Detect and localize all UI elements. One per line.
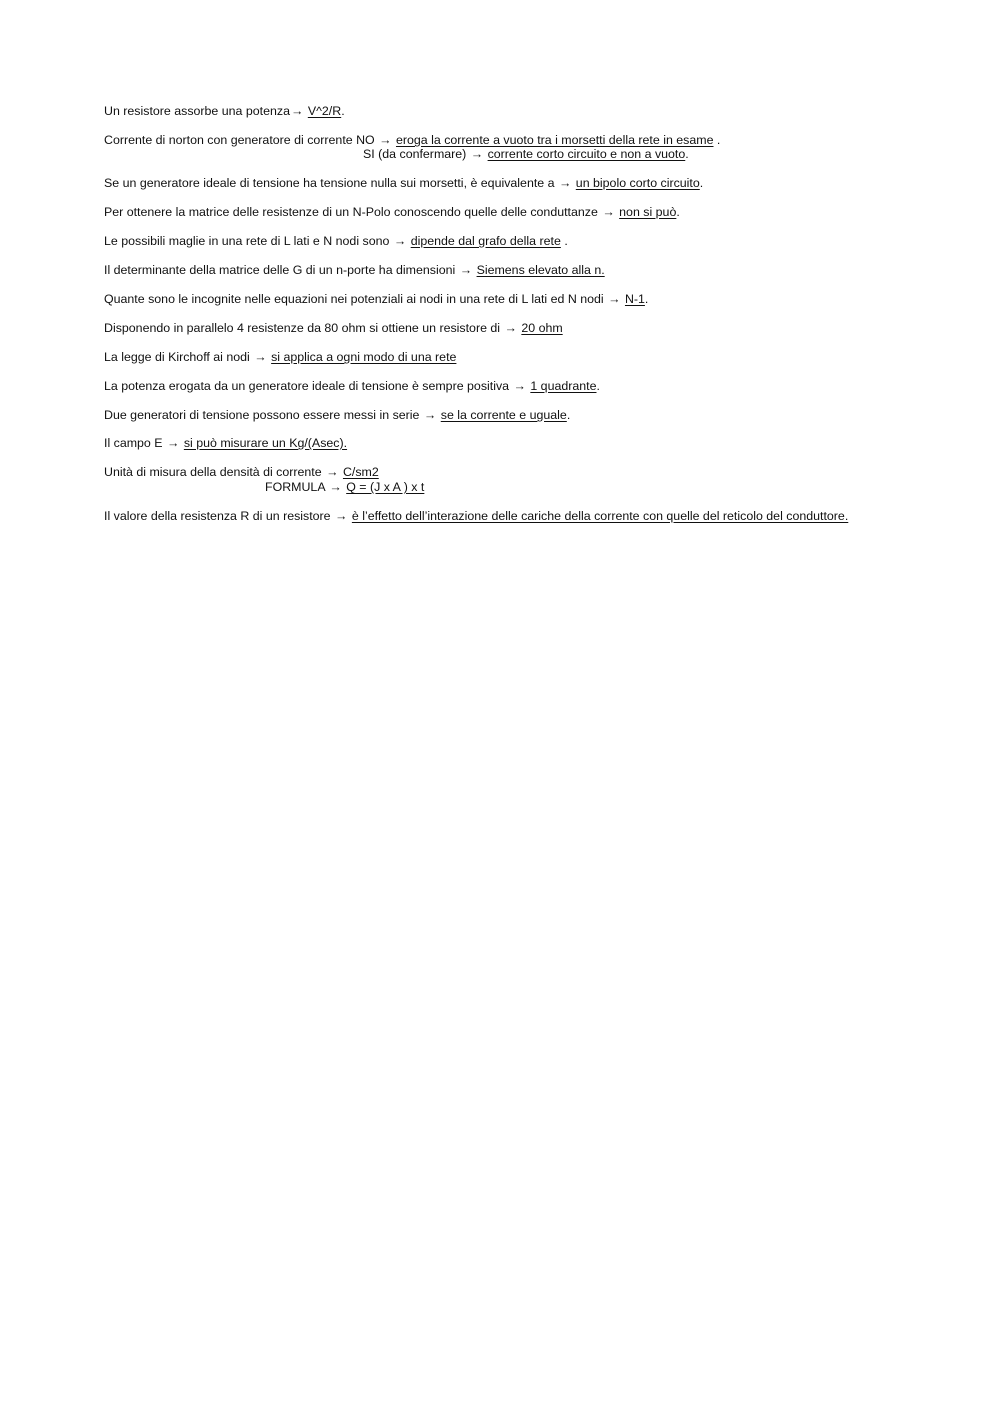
question-text: La legge di Kirchoff ai nodi	[104, 350, 250, 364]
answer-text: C/sm2	[342, 465, 379, 479]
question-text: Corrente di norton con generatore di corrente NO	[104, 133, 375, 147]
trailing-text: .	[676, 205, 680, 219]
arrow-right-icon: →	[513, 379, 526, 393]
question-text: Le possibili maglie in una rete di L lati e N nodi sono	[104, 234, 390, 248]
qa-line-1	[104, 104, 345, 119]
qa-line-8	[104, 321, 563, 336]
question-text: Disponendo in parallelo 4 resistenze da 80 ohm si ottiene un resistore di	[104, 321, 501, 335]
question-text: Unità di misura della densità di corrente	[104, 465, 322, 479]
answer-text: corrente corto circuito e non a vuoto	[487, 147, 686, 161]
arrow-right-icon: →	[379, 133, 392, 147]
arrow-right-icon: →	[470, 147, 484, 161]
answer-text: Q = (J x A ) x t	[346, 480, 425, 494]
answer-text: si applica a ogni modo di una rete	[271, 350, 457, 364]
qa-line-11	[104, 408, 570, 423]
question-text: Quante sono le incognite nelle equazioni nei potenziali ai nodi in una rete di L lati ed N nodi	[104, 292, 604, 306]
arrow-right-icon: →	[504, 321, 517, 335]
answer-text: V^2/R	[307, 104, 342, 118]
arrow-right-icon: →	[459, 263, 473, 277]
arrow-right-icon: →	[423, 408, 437, 422]
qa-line-14	[104, 509, 848, 524]
trailing-text: .	[596, 379, 600, 393]
answer-text: si può misurare un Kg/(Asec).	[183, 436, 348, 450]
answer-text: se la corrente e uguale	[440, 408, 567, 422]
answer-text: 20 ohm	[521, 321, 563, 335]
qa-line-2	[104, 133, 720, 148]
answer-text: un bipolo corto circuito	[575, 176, 700, 190]
arrow-right-icon: →	[335, 509, 348, 523]
answer-text: dipende dal grafo della rete	[410, 234, 561, 248]
qa-line-2-continuation	[363, 147, 689, 162]
arrow-right-icon: →	[602, 205, 615, 219]
qa-line-13	[104, 465, 379, 480]
question-text: Due generatori di tensione possono essere messi in serie	[104, 408, 420, 422]
trailing-text: .	[566, 408, 571, 422]
arrow-right-icon: →	[329, 480, 342, 494]
arrow-right-icon: →	[393, 234, 407, 248]
qa-line-9	[104, 350, 456, 365]
qa-line-5	[104, 234, 568, 249]
arrow-right-icon: →	[254, 350, 267, 364]
question-text: FORMULA	[265, 480, 325, 494]
qa-line-10	[104, 379, 600, 394]
answer-text: eroga la corrente a vuoto tra i morsetti della rete in esame	[395, 133, 714, 147]
trailing-text: .	[341, 104, 345, 118]
answer-text: 1 quadrante	[530, 379, 597, 393]
question-text: Se un generatore ideale di tensione ha tensione nulla sui morsetti, è equivalente a	[104, 176, 555, 190]
qa-line-3	[104, 176, 703, 191]
arrow-right-icon: →	[290, 104, 304, 118]
arrow-right-icon: →	[326, 465, 339, 479]
trailing-text: .	[699, 176, 704, 190]
trailing-text: .	[560, 234, 568, 248]
qa-line-7	[104, 292, 648, 307]
question-text: Il determinante della matrice delle G di un n-porte ha dimensioni	[104, 263, 456, 277]
qa-line-6	[104, 263, 605, 278]
question-text: Il campo E	[104, 436, 163, 450]
answer-text: è l’effetto dell’interazione delle cariche della corrente con quelle del reticolo del conduttore.	[351, 509, 849, 523]
qa-line-13-formula	[265, 480, 424, 495]
arrow-right-icon: →	[608, 292, 621, 306]
question-text: Per ottenere la matrice delle resistenze di un N-Polo conoscendo quelle delle conduttanze	[104, 205, 598, 219]
arrow-right-icon: →	[167, 436, 180, 450]
question-text: Un resistore assorbe una potenza	[104, 104, 290, 118]
answer-text: Siemens elevato alla n.	[476, 263, 605, 277]
arrow-right-icon: →	[558, 176, 572, 190]
qa-line-12	[104, 436, 347, 451]
question-text: SI (da confermare)	[363, 147, 467, 161]
qa-line-4	[104, 205, 680, 220]
answer-text: N-1	[624, 292, 645, 306]
question-text: Il valore della resistenza R di un resistore	[104, 509, 331, 523]
question-text: La potenza erogata da un generatore ideale di tensione è sempre positiva	[104, 379, 510, 393]
trailing-text: .	[644, 292, 649, 306]
answer-text: non si può	[619, 205, 677, 219]
trailing-text: .	[713, 133, 721, 147]
trailing-text: .	[685, 147, 689, 161]
